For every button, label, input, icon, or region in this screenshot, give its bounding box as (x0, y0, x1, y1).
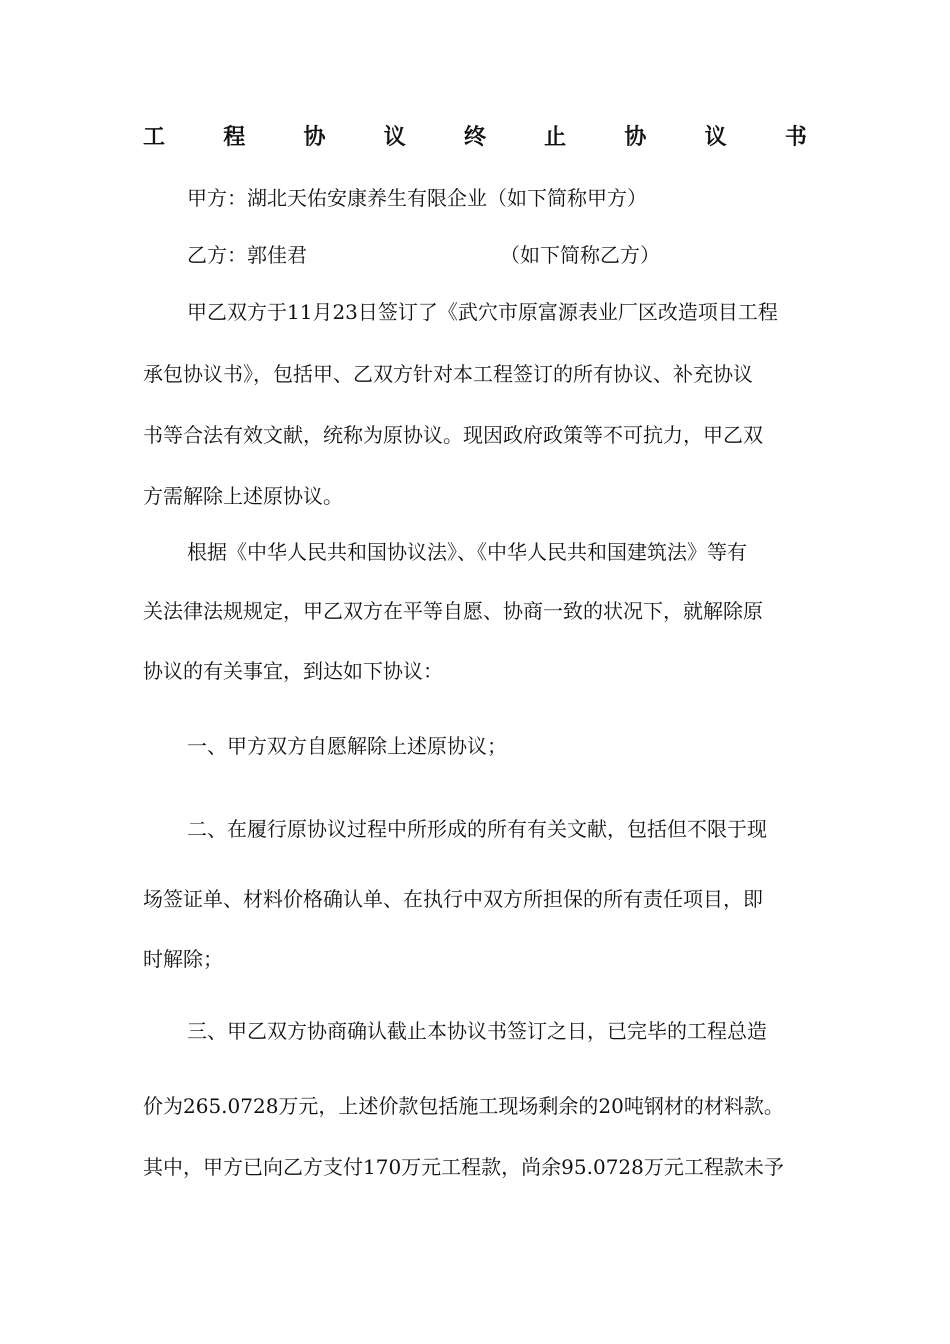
clause-2-line: 二、在履行原协议过程中所形成的所有有关文献，包括但不限于现 (187, 817, 767, 841)
title-char: 协 (303, 125, 326, 150)
title-char: 议 (704, 125, 727, 150)
clause-1: 一、甲方双方自愿解除上述原协议； (187, 734, 507, 758)
clause-2-line: 场签证单、材料价格确认单、在执行中双方所担保的所有责任项目，即 (143, 887, 763, 911)
clause-2-line: 时解除； (143, 947, 223, 971)
title-char: 终 (463, 125, 486, 150)
paragraph1-line: 书等合法有效文献，统称为原协议。现因政府政策等不可抗力，甲乙双 (143, 423, 763, 447)
party-b-label: 乙方：郭佳君 (187, 243, 307, 267)
clause-3-line: 三、甲乙双方协商确认截止本协议书签订之日，已完毕的工程总造 (187, 1019, 767, 1043)
clause-3-line: 其中，甲方已向乙方支付170万元工程款，尚余95.0728万元工程款未予 (143, 1155, 784, 1179)
party-a-line: 甲方：湖北天佑安康养生有限企业（如下简称甲方） (187, 186, 647, 210)
paragraph1-line: 甲乙双方于11月23日签订了《武穴市原富源表业厂区改造项目工程 (187, 300, 778, 324)
title-char: 书 (784, 125, 807, 150)
title-char: 议 (383, 125, 406, 150)
title-char: 止 (544, 125, 567, 150)
paragraph1-line: 承包协议书》，包括甲、乙双方针对本工程签订的所有协议、补充协议 (143, 362, 753, 386)
paragraph2-line: 根据《中华人民共和国协议法》、《中华人民共和国建筑法》等有 (187, 540, 747, 564)
party-b-note: （如下简称乙方） (500, 243, 660, 267)
title-char: 程 (223, 125, 246, 150)
clause-3-line: 价为265.0728万元，上述价款包括施工现场剩余的20吨钢材的材料款。 (143, 1094, 784, 1118)
title-char: 协 (624, 125, 647, 150)
document-title (143, 121, 807, 155)
paragraph2-line: 协议的有关事宜，到达如下协议： (143, 659, 443, 683)
title-char: 工 (143, 125, 166, 150)
paragraph1-line: 方需解除上述原协议。 (143, 484, 343, 508)
paragraph2-line: 关法律法规规定，甲乙双方在平等自愿、协商一致的状况下，就解除原 (143, 599, 763, 623)
